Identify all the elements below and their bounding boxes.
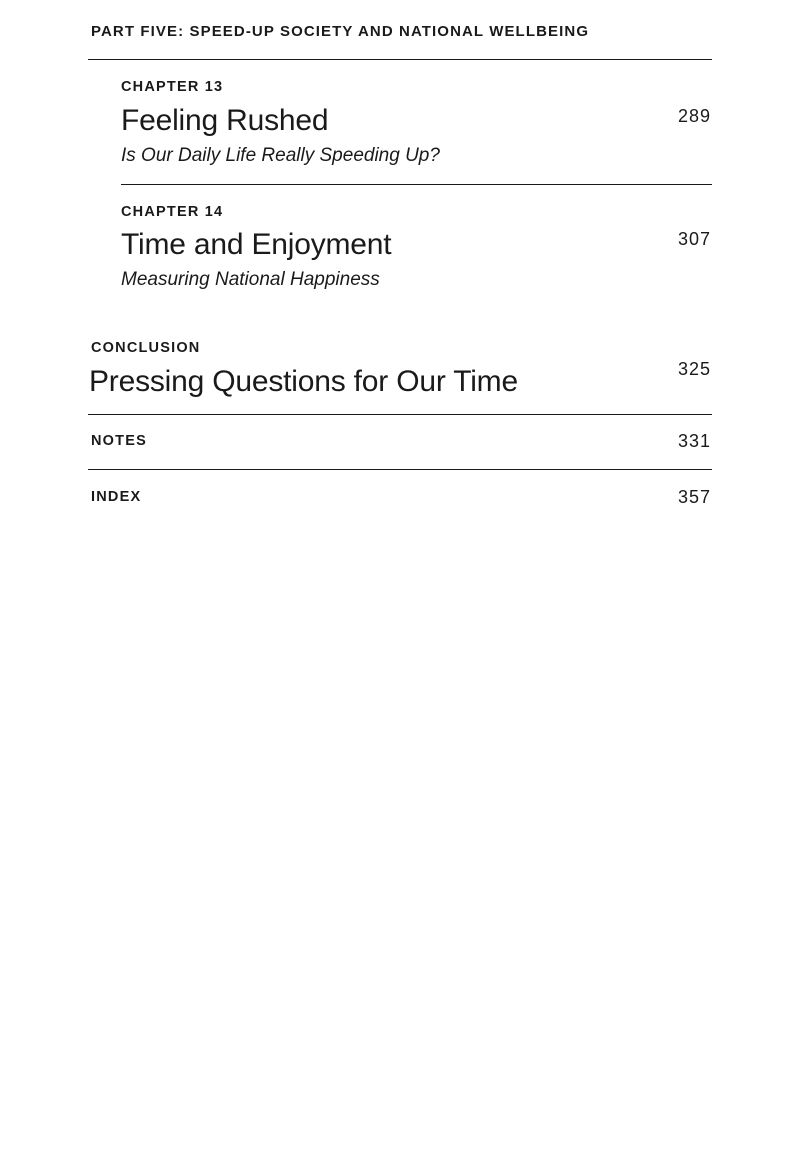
chapter-14-subtitle: Measuring National Happiness	[121, 269, 380, 290]
notes-label: NOTES	[91, 433, 147, 449]
conclusion-title: Pressing Questions for Our Time	[89, 365, 518, 398]
notes-page: 331	[677, 431, 711, 451]
part-divider	[88, 59, 712, 60]
chapter-14-label: CHAPTER 14	[121, 204, 224, 220]
conclusion-page: 325	[677, 359, 711, 379]
chapter-14-title: Time and Enjoyment	[121, 228, 392, 261]
conclusion-divider	[88, 414, 712, 415]
index-label: INDEX	[91, 489, 142, 505]
chapter-13-page: 289	[677, 106, 711, 126]
part-heading: PART FIVE: SPEED-UP SOCIETY AND NATIONAL WELLBEING	[91, 23, 590, 40]
chapter-13-title: Feeling Rushed	[121, 104, 329, 137]
chapter-13-subtitle: Is Our Daily Life Really Speeding Up?	[121, 145, 440, 166]
chapter-13-label: CHAPTER 13	[121, 79, 224, 95]
chapter-13-divider	[121, 184, 712, 185]
chapter-14-page: 307	[677, 229, 711, 249]
index-page: 357	[677, 487, 711, 507]
notes-divider	[88, 469, 712, 470]
conclusion-label: CONCLUSION	[91, 340, 201, 356]
